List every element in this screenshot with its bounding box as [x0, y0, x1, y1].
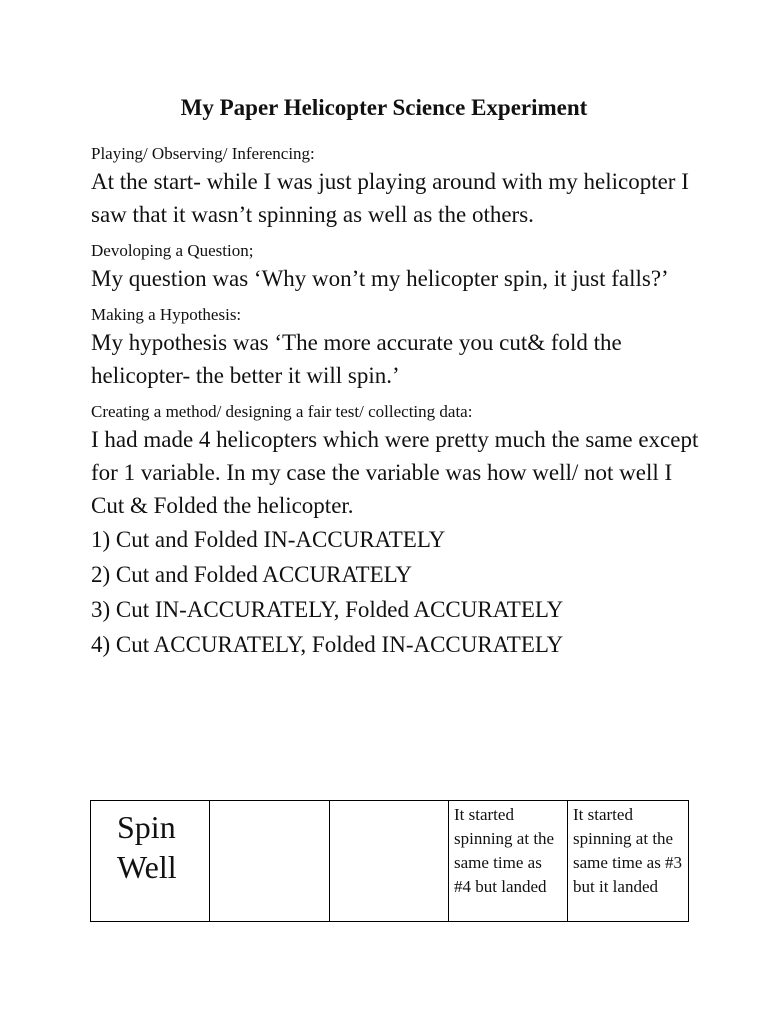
results-table: [90, 800, 689, 922]
table-cell: [330, 801, 449, 922]
section-text-hypothesis: My hypothesis was ‘The more accurate you cut& fold the helicopter- the better it will spin.’: [91, 330, 622, 388]
section-heading-hypothesis: Making a Hypothesis:: [91, 305, 242, 324]
section-heading-question: Devoloping a Question;: [91, 241, 254, 260]
method-list: [91, 522, 701, 662]
method-list-item: 3) Cut IN-ACCURATELY, Folded ACCURATELY: [91, 597, 564, 622]
document-title: My Paper Helicopter Science Experiment: [180, 95, 588, 120]
section-text-observing: At the start- while I was just playing around with my helicopter I saw that it wasn’t spinning as well as the others.: [91, 169, 689, 227]
document-body: [91, 143, 701, 662]
method-list-item: 2) Cut and Folded ACCURATELY: [91, 562, 412, 587]
section-text-question: My question was ‘Why won’t my helicopter spin, it just falls?’: [91, 266, 669, 291]
section-text-method: I had made 4 helicopters which were pretty much the same except for 1 variable. In my case the variable was how well/ not well I Cut & Folded the helicopter.: [91, 427, 699, 518]
table-row: [91, 801, 689, 922]
method-list-item: 1) Cut and Folded IN-ACCURATELY: [91, 527, 446, 552]
table-cell-note-3: It started spinning at the same time as #4 but landed: [454, 805, 555, 896]
section-heading-observing: Playing/ Observing/ Inferencing:: [91, 144, 315, 163]
table-cell: [449, 801, 568, 922]
method-list-item: 4) Cut ACCURATELY, Folded IN-ACCURATELY: [91, 632, 564, 657]
table-row-label-cell: [91, 801, 210, 922]
section-heading-method: Creating a method/ designing a fair test/ collecting data:: [91, 402, 473, 421]
table-cell: [568, 801, 689, 922]
row-label-spin-well: Spin Well: [117, 809, 177, 885]
table-cell-note-4: It started spinning at the same time as #3 but it landed: [573, 805, 683, 896]
table-cell: [210, 801, 330, 922]
